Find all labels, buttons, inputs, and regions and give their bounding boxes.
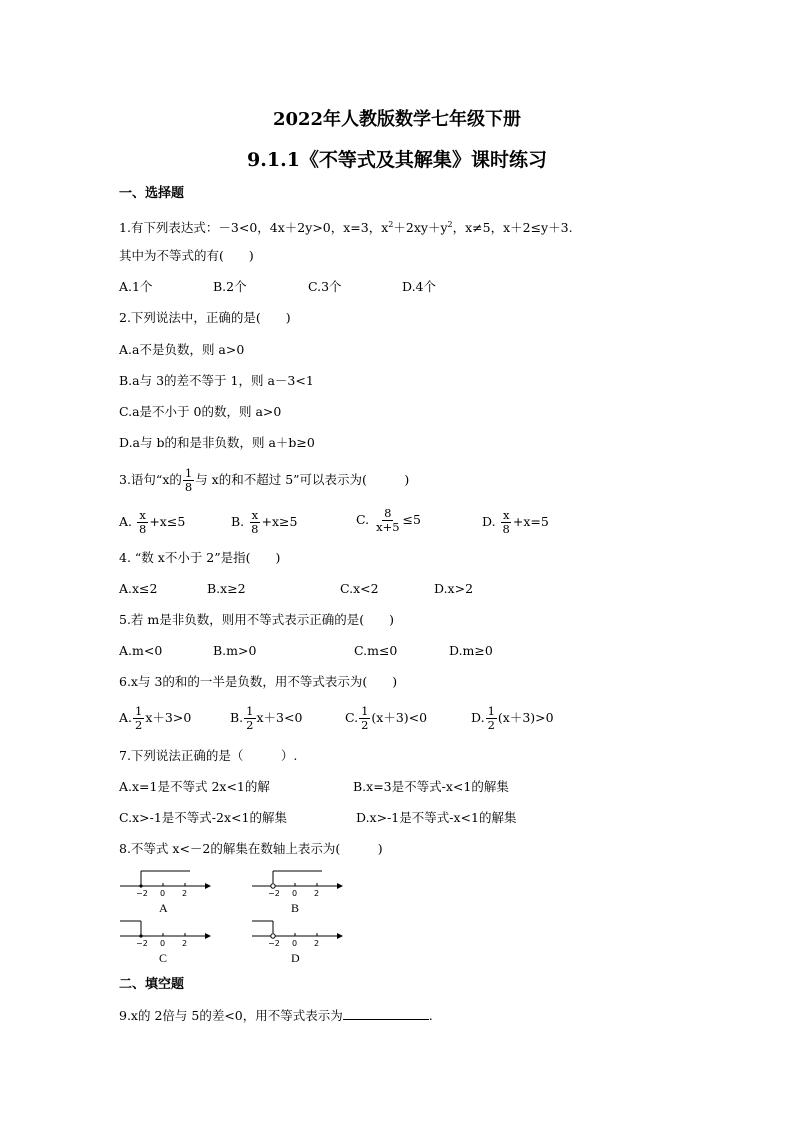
question-8: 8.不等式 x<－2的解集在数轴上表示为( ) bbox=[119, 841, 383, 856]
tick-label-2: 2 bbox=[182, 939, 188, 948]
number-line-a[interactable] bbox=[118, 866, 214, 916]
number-line-c[interactable] bbox=[118, 916, 214, 966]
tick-label-0: 0 bbox=[160, 939, 166, 948]
question-1: 1.有下列表达式：－3<0，4x＋2y>0，x=3，$x^2+2xy+y^2$，x≠5，x＋2≤y＋3. bbox=[119, 220, 573, 236]
q5-option-b[interactable]: B.m>0 bbox=[213, 643, 257, 658]
question-6: 6.x与 3的和的一半是负数，用不等式表示为( ) bbox=[119, 674, 398, 689]
tick-label-0: 0 bbox=[292, 939, 298, 948]
q5-option-d[interactable]: D.m≥0 bbox=[449, 643, 493, 658]
tick-label-neg2: −2 bbox=[136, 889, 148, 898]
q5-option-c[interactable]: C.m≤0 bbox=[354, 643, 398, 658]
answer-blank[interactable] bbox=[343, 1007, 429, 1020]
question-4: 4. “数 x不小于 2”是指( ) bbox=[119, 550, 281, 565]
q5-option-a[interactable]: A.m<0 bbox=[119, 643, 163, 658]
q1-option-c[interactable]: C.3个 bbox=[308, 279, 342, 294]
q3-option-c[interactable]: C. $\frac{8}{x+5}$ ≤5 bbox=[356, 506, 421, 534]
tick-label-0: 0 bbox=[292, 889, 298, 898]
figure-label-d: D bbox=[291, 951, 300, 965]
section-fill-heading: 二、填空题 bbox=[119, 977, 185, 992]
tick-label-2: 2 bbox=[314, 889, 320, 898]
title-line-2: 9.1.1《不等式及其解集》课时练习 bbox=[247, 149, 547, 171]
title-line-1: 2022年人教版数学七年级下册 bbox=[272, 109, 522, 130]
question-9: 9.x的 2倍与 5的差<0，用不等式表示为 . bbox=[119, 1008, 433, 1023]
q2-option-a[interactable]: A.a不是负数，则 a>0 bbox=[119, 342, 245, 357]
section-choice-heading: 一、选择题 bbox=[119, 186, 185, 201]
number-line-b[interactable] bbox=[250, 866, 346, 916]
tick-label-neg2: −2 bbox=[136, 939, 148, 948]
tick-label-0: 0 bbox=[160, 889, 166, 898]
q4-option-c[interactable]: C.x<2 bbox=[340, 581, 379, 596]
q2-option-b[interactable]: B.a与 3的差不等于 1，则 a－3<1 bbox=[119, 373, 314, 388]
q1-option-a[interactable]: A.1个 bbox=[119, 279, 153, 294]
question-7: 7.下列说法正确的是（ ）. bbox=[119, 748, 298, 763]
q6-option-c[interactable]: C. $\frac{1}{2}$ (x＋3)<0 bbox=[345, 704, 428, 732]
q4-option-b[interactable]: B.x≥2 bbox=[207, 581, 246, 596]
q6-option-d[interactable]: D. $\frac{1}{2}$ (x＋3)>0 bbox=[471, 704, 554, 732]
q7-option-c[interactable]: C.x>-1是不等式-2x<1的解集 bbox=[119, 810, 287, 825]
tick-label-neg2: −2 bbox=[268, 889, 280, 898]
q6-option-b[interactable]: B. $\frac{1}{2}$ x＋3<0 bbox=[230, 704, 303, 732]
question-5: 5.若 m是非负数，则用不等式表示正确的是( ) bbox=[119, 612, 395, 627]
tick-label-2: 2 bbox=[182, 889, 188, 898]
question-3: 3.语句“x的 $\frac{1}{8}$ 与 x的和不超过 5”可以表示为( ) bbox=[119, 466, 410, 494]
q7-option-b[interactable]: B.x=3是不等式-x<1的解集 bbox=[353, 779, 509, 794]
question-1-line-2: 其中为不等式的有( ) bbox=[119, 248, 254, 263]
q4-option-a[interactable]: A.x≤2 bbox=[119, 581, 158, 596]
q4-option-d[interactable]: D.x>2 bbox=[434, 581, 474, 596]
q6-option-a[interactable]: A. $\frac{1}{2}$ x＋3>0 bbox=[119, 704, 192, 732]
q1-option-b[interactable]: B.2个 bbox=[213, 279, 247, 294]
q1-option-d[interactable]: D.4个 bbox=[402, 279, 437, 294]
q7-option-d[interactable]: D.x>-1是不等式-x<1的解集 bbox=[356, 810, 517, 825]
tick-label-2: 2 bbox=[314, 939, 320, 948]
number-line-d[interactable] bbox=[250, 916, 346, 966]
q3-option-d[interactable]: D. $\frac{x}{8}$ +x=5 bbox=[482, 508, 549, 536]
figure-label-c: C bbox=[159, 951, 168, 965]
q2-option-d[interactable]: D.a与 b的和是非负数，则 a＋b≥0 bbox=[119, 435, 315, 450]
q7-option-a[interactable]: A.x=1是不等式 2x<1的解 bbox=[119, 779, 270, 794]
fraction-one-eighth: $\frac{1}{8}$ bbox=[184, 466, 193, 494]
figure-label-a: A bbox=[159, 901, 168, 915]
q3-option-b[interactable]: B. $\frac{x}{8}$ +x≥5 bbox=[231, 508, 298, 536]
q3-option-a[interactable]: A. $\frac{x}{8}$ +x≤5 bbox=[119, 508, 186, 536]
q2-option-c[interactable]: C.a是不小于 0的数，则 a>0 bbox=[119, 404, 282, 419]
figure-label-b: B bbox=[291, 901, 300, 915]
tick-label-neg2: −2 bbox=[268, 939, 280, 948]
question-2: 2.下列说法中，正确的是( ) bbox=[119, 310, 291, 325]
